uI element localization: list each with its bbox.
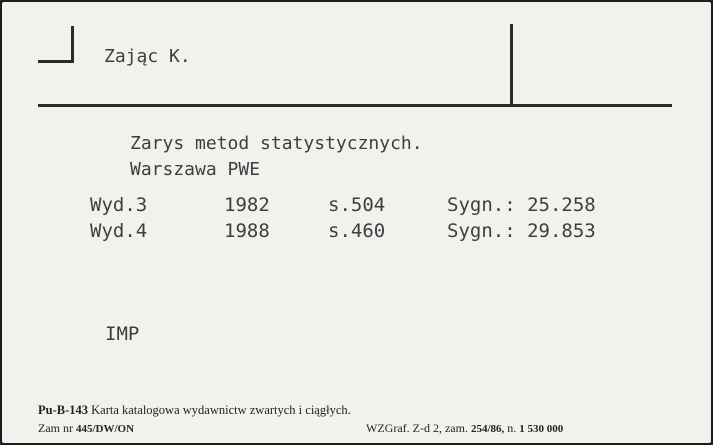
- edition-1-signature: Sygn.: 25.258: [447, 194, 596, 216]
- edition-2: Wyd.4: [90, 220, 148, 242]
- form-code: Pu-B-143: [38, 403, 88, 417]
- edition-2-year: 1988: [224, 220, 270, 242]
- edition-2-signature: Sygn.: 29.853: [447, 220, 596, 242]
- form-title: Karta katalogowa wydawnictw zwartych i ciągłych.: [91, 403, 351, 417]
- edition-1: Wyd.3: [90, 194, 148, 216]
- edition-1-year: 1982: [224, 194, 270, 216]
- edition-2-pages: s.460: [328, 220, 386, 242]
- note-imp: IMP: [105, 323, 140, 345]
- author-name: Zając K.: [104, 46, 191, 67]
- form-footer-line: [38, 403, 351, 418]
- edition-1-pages: s.504: [328, 194, 386, 216]
- publication-place: Warszawa PWE: [130, 159, 261, 180]
- corner-mark-vertical: [71, 26, 74, 63]
- book-title: Zarys metod statystycznych.: [130, 133, 423, 154]
- order-line: [38, 421, 134, 436]
- run-count: 1 530 000: [519, 423, 564, 435]
- order-label: Zam nr: [38, 421, 73, 435]
- order-number: 445/DW/ON: [76, 423, 135, 435]
- header-divider: [510, 24, 513, 106]
- printer-order: 254/86,: [470, 423, 505, 435]
- run-label: n.: [507, 421, 517, 435]
- header-rule: [38, 104, 672, 107]
- corner-mark-horizontal: [38, 60, 74, 63]
- printer-line: [366, 421, 563, 436]
- printer-label: WZGraf. Z-d 2, zam.: [366, 421, 468, 435]
